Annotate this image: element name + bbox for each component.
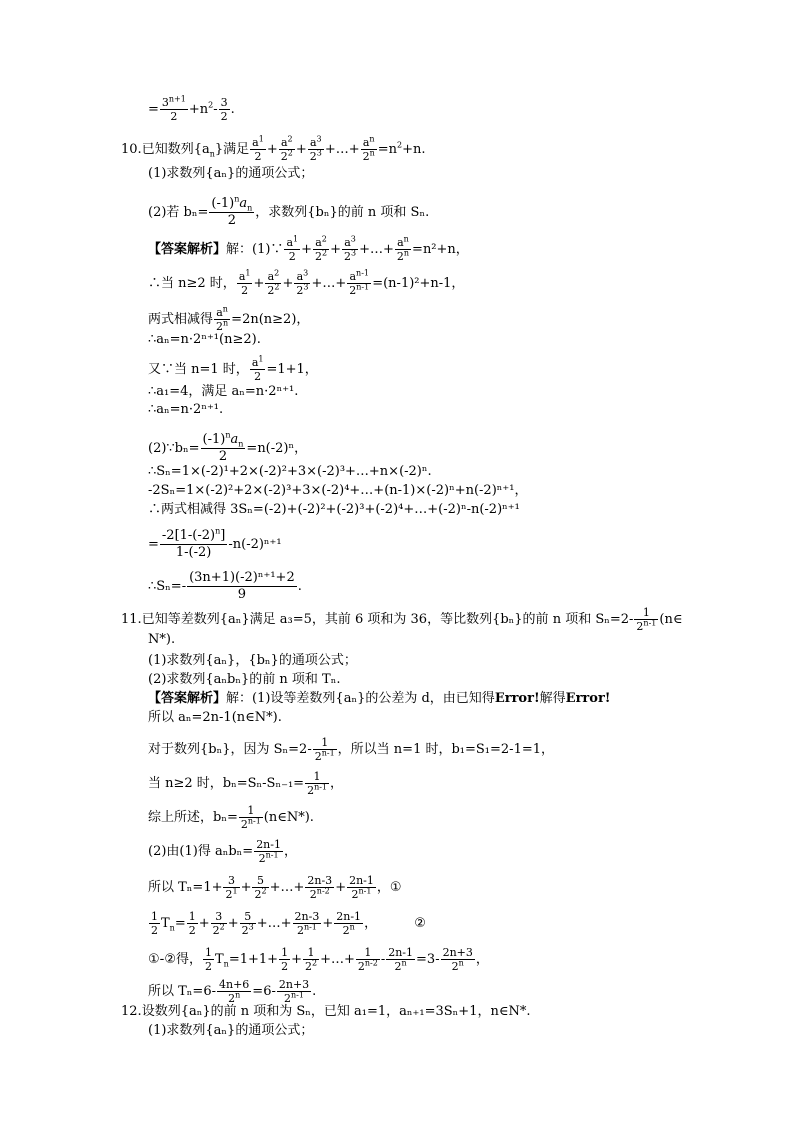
solution-line: 所以 Tₙ=1+ $\frac{3}{2^1}$ + $\frac{5}{2^2}$ +…+ $\frac{2n-3}{2^{n-2}}$ + $\frac{2n-1}{2^{n-1}}$ ，①: [148, 874, 402, 901]
solution-line: ∴Sₙ=1×(-2)¹+2×(-2)²+3×(-2)³+…+n×(-2)ⁿ.: [148, 464, 432, 479]
problem-number: 11.: [121, 612, 142, 627]
solution-line: ①-②得， $\frac{1}{2}$ $T_n=1+1+$ $\frac{1}{2}$ + $\frac{1}{2^2}$ +…+ $\frac{1}{2^{n-2}}$ - $\frac{2n-1}{2^n}$ =3- $\frac{2n+3}{2^n}$ ，: [148, 946, 489, 973]
answer-tag: 【答案解析】: [148, 242, 227, 257]
question-1: (1)求数列{aₙ}，{bₙ}的通项公式；: [148, 653, 357, 668]
solution-line: 所以 Tₙ=6- $\frac{4n+6}{2^n}$ =6- $\frac{2n+3}{2^{n-1}}$ .: [148, 978, 317, 1005]
solution-line: ∴当 n≥2 时， $\frac{a^1}{2}$ + $\frac{a^2}{2^2}$ + $\frac{a^3}{2^3}$ +…+ $\frac{a^{n-1}}{2^{n-1}}$ =(n-1)²+n-1，: [148, 268, 465, 297]
solution-line: (2)∵bₙ= $\frac{(-1)^na_n}{2}$ =n(-2)ⁿ，: [148, 430, 308, 464]
answer-line: 【答案解析】解：(1)∵ $\frac{a^1}{2}$ + $\frac{a^2}{2^2}$ + $\frac{a^3}{2^3}$ +…+ $\frac{a^n}{2^n}$ =n²+n，: [148, 234, 469, 263]
problem-number: 10.: [121, 142, 142, 157]
solution-line: 两式相减得 $\frac{a^n}{2^n}$ =2n(n≥2)，: [148, 304, 310, 333]
solution-line: ∴aₙ=n·2ⁿ⁺¹.: [148, 402, 224, 417]
solution-line: 对于数列{bₙ}，因为 Sₙ=2- $\frac{1}{2^{n-1}}$ ，所以当 n=1 时，b₁=S₁=2-1=1，: [148, 736, 555, 763]
solution-line: ∴Sₙ=- $\frac{\text{(3n+1)(-2)ⁿ⁺¹+2}}{9}$ .: [148, 570, 302, 602]
solution-line: 当 n≥2 时，bₙ=Sₙ-Sₙ₋₁= $\frac{1}{2^{n-1}}$ ，: [148, 770, 344, 797]
question-1: (1)求数列{aₙ}的通项公式；: [148, 166, 314, 181]
equation-line: = $\frac{3^{n+1}}{2}$ $+n^2-$ $\frac{3}{2}$ .: [148, 94, 235, 123]
solution-line: = $\frac{-2[1-(-2)^n]}{1-(-2)}$ -n(-2)ⁿ⁺¹: [148, 526, 282, 560]
answer-tag: 【答案解析】: [148, 691, 227, 706]
question-2: (2)求数列{aₙbₙ}的前 n 项和 Tₙ.: [148, 672, 341, 687]
question-2: (2)若 bₙ= $\frac{(-1)^na_n}{2}$ ，求数列{bₙ}的前 n 项和 Sₙ.: [148, 194, 430, 228]
solution-line: 所以 aₙ=2n-1(n∈N*).: [148, 710, 282, 725]
problem-12-statement: 12.设数列{aₙ}的前 n 项和为 Sₙ，已知 a₁=1，aₙ₊₁=3Sₙ+1，n∈N*.: [121, 1004, 531, 1019]
answer-line: 【答案解析】解：(1)设等差数列{aₙ}的公差为 d，由已知得Error!解得Error!: [148, 691, 611, 706]
problem-10-statement: 10.已知数列$\{a_n\}$满足 $\frac{a^1}{2}$ + $\frac{a^2}{2^2}$ + $\frac{a^3}{2^3}$ +…+ $\frac{a^n}{2^n}$ $=n^2+n$.: [121, 134, 426, 163]
problem-11-statement-cont: N*).: [148, 632, 176, 647]
solution-line: 综上所述，bₙ= $\frac{1}{2^{n-1}}$ (n∈N*).: [148, 804, 314, 831]
solution-line: 又∵当 n=1 时， $\frac{a^1}{2}$ =1+1，: [148, 354, 318, 383]
solution-line: ∴a₁=4，满足 aₙ=n·2ⁿ⁺¹.: [148, 384, 299, 399]
error-text: Error!: [565, 691, 611, 706]
solution-line: (2)由(1)得 aₙbₙ= $\frac{2n-1}{2^{n-1}}$ ，: [148, 838, 298, 865]
question-1: (1)求数列{aₙ}的通项公式；: [148, 1023, 314, 1038]
solution-line: ∴aₙ=n·2ⁿ⁺¹(n≥2).: [148, 332, 261, 347]
error-text: Error!: [494, 691, 540, 706]
solution-line: $\frac{1}{2}$ $T_n=$ $\frac{1}{2}$ + $\frac{3}{2^2}$ + $\frac{5}{2^3}$ +…+ $\frac{2n-3}{2^{n-1}}$ + $\frac{2n-1}{2^n}$ ， ②: [151, 910, 426, 937]
problem-number: 12.: [121, 1004, 142, 1019]
problem-11-statement: 11.已知等差数列{aₙ}满足 a₃=5，其前 6 项和为 36，等比数列{bₙ}的前 n 项和 Sₙ=2- $\frac{1}{2^{n-1}}$ (n∈: [121, 606, 683, 633]
solution-line: -2Sₙ=1×(-2)²+2×(-2)³+3×(-2)⁴+…+(n-1)×(-2)ⁿ+n(-2)ⁿ⁺¹，: [148, 483, 528, 498]
solution-line: ∴两式相减得 3Sₙ=(-2)+(-2)²+(-2)³+(-2)⁴+…+(-2)ⁿ-n(-2)ⁿ⁺¹: [148, 502, 520, 517]
